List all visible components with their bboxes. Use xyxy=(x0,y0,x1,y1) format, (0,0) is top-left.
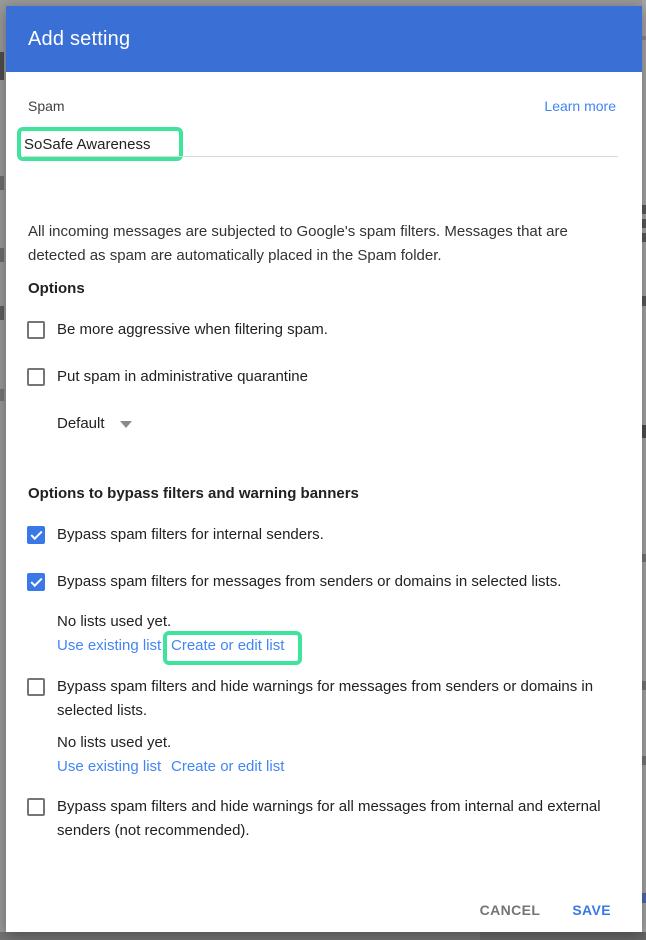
description-text: All incoming messages are subjected to Google's spam filters. Messages that are detected as spam are automatically placed in the Spam folder. xyxy=(28,223,568,264)
quarantine-level-value: Default xyxy=(57,415,105,432)
background-artifact xyxy=(642,233,646,242)
bypass-options-heading: Options to bypass filters and warning banners xyxy=(28,485,359,502)
learn-more-link[interactable]: Learn more xyxy=(544,98,616,114)
list-links-row xyxy=(57,758,285,775)
quarantine-checkbox[interactable] xyxy=(27,368,45,386)
background-artifact xyxy=(642,681,646,690)
bypass-lists-checkbox[interactable] xyxy=(27,573,45,591)
checkbox-label: Bypass spam filters and hide warnings for messages from senders or domains in selected lists. xyxy=(57,678,594,719)
background-artifact xyxy=(642,893,646,903)
background-artifact xyxy=(0,389,4,401)
background-artifact xyxy=(642,425,646,438)
background-artifact xyxy=(642,554,646,562)
background-artifact xyxy=(0,306,4,320)
save-button[interactable]: SAVE xyxy=(572,902,611,918)
create-or-edit-list-link[interactable]: Create or edit list xyxy=(171,758,285,775)
use-existing-list-link[interactable]: Use existing list xyxy=(57,637,162,654)
checkbox-row-hide-warnings-lists xyxy=(27,675,622,723)
checkbox-label: Bypass spam filters for internal senders. xyxy=(57,526,324,543)
bypass-internal-checkbox[interactable] xyxy=(27,526,45,544)
list-status-text: No lists used yet. xyxy=(57,734,172,751)
quarantine-level-select[interactable] xyxy=(57,415,132,432)
background-artifact xyxy=(0,248,4,262)
dialog-header xyxy=(6,6,642,72)
dialog-footer xyxy=(480,902,611,918)
hide-warnings-all-checkbox[interactable] xyxy=(27,798,45,816)
cancel-button[interactable]: CANCEL xyxy=(479,902,541,918)
background-artifact xyxy=(480,932,646,940)
checkbox-row-quarantine xyxy=(27,365,308,389)
background-artifact xyxy=(642,219,646,228)
background-artifact xyxy=(0,52,4,80)
background-artifact xyxy=(0,176,4,190)
aggressive-filter-checkbox[interactable] xyxy=(27,321,45,339)
setting-type-label: Spam xyxy=(28,98,65,114)
checkbox-row-hide-warnings-all xyxy=(27,795,622,843)
list-links-row xyxy=(57,637,285,654)
background-artifact xyxy=(642,36,646,40)
field-row xyxy=(28,98,616,114)
input-underline xyxy=(24,156,618,157)
checkbox-row-aggressive xyxy=(27,318,328,342)
background-artifact xyxy=(642,0,646,940)
checkbox-label: Bypass spam filters and hide warnings for all messages from internal and external senders (not recommended). xyxy=(57,798,601,839)
use-existing-list-link[interactable]: Use existing list xyxy=(57,758,162,775)
checkbox-label: Put spam in administrative quarantine xyxy=(57,368,308,385)
setting-name-input[interactable] xyxy=(24,136,174,153)
checkbox-row-bypass-lists xyxy=(27,570,561,594)
checkbox-label: Be more aggressive when filtering spam. xyxy=(57,321,328,338)
checkbox-label: Bypass spam filters for messages from senders or domains in selected lists. xyxy=(57,573,562,590)
create-or-edit-list-link[interactable]: Create or edit list xyxy=(171,637,285,654)
background-artifact xyxy=(642,205,646,214)
checkbox-row-bypass-internal xyxy=(27,523,324,547)
background-artifact xyxy=(0,932,646,940)
background-artifact xyxy=(642,756,646,765)
chevron-down-icon xyxy=(120,421,132,428)
hide-warnings-lists-checkbox[interactable] xyxy=(27,678,45,696)
options-heading: Options xyxy=(28,280,85,297)
background-artifact xyxy=(642,296,646,306)
list-status-text: No lists used yet. xyxy=(57,613,172,630)
dialog-title: Add setting xyxy=(28,27,131,50)
add-setting-dialog xyxy=(6,6,642,932)
